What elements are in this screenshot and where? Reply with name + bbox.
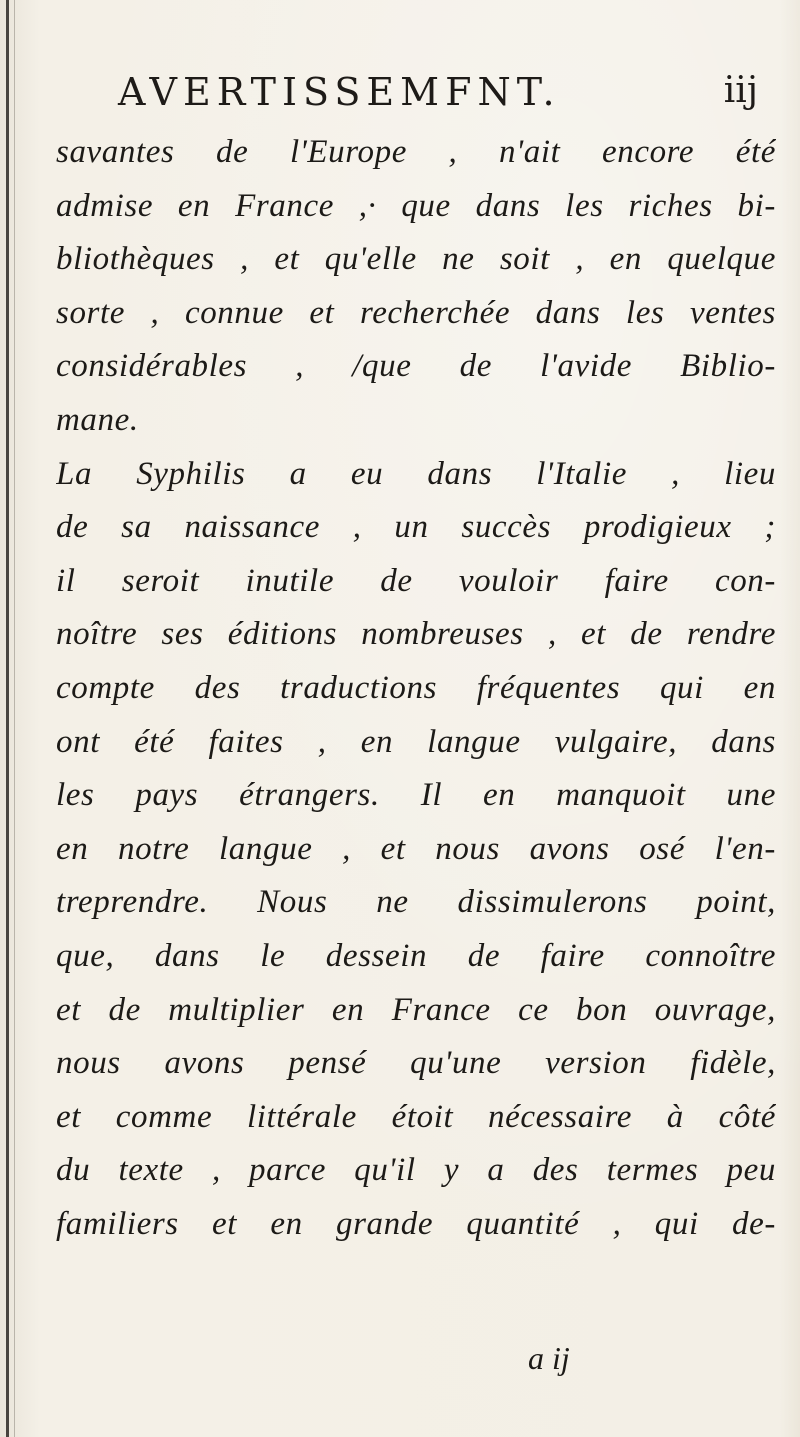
page-gutter-shadow (14, 0, 15, 1437)
body-text (56, 126, 776, 1251)
page-gutter-edge (6, 0, 9, 1437)
text-line: bliothèques , et qu'elle ne soit , en quelque (56, 241, 776, 278)
text-line: du texte , parce qu'il y a des termes peu (56, 1152, 776, 1189)
text-line: considérables , /que de l'avide Biblio- (56, 348, 776, 385)
text-line: treprendre. Nous ne dissimulerons point, (56, 884, 776, 921)
text-line: il seroit inutile de vouloir faire con- (56, 562, 776, 599)
text-line: familiers et en grande quantité , qui de- (56, 1205, 776, 1242)
page-number: iij (723, 70, 758, 111)
text-line: que, dans le dessein de faire connoître (56, 937, 776, 974)
text-line: de sa naissance , un succès prodigieux ; (56, 509, 776, 546)
text-line: sorte , connue et recherchée dans les ventes (56, 294, 776, 331)
running-head (118, 70, 758, 120)
text-line: admise en France ,· que dans les riches bi- (56, 187, 776, 224)
text-line: compte des traductions fréquentes qui en (56, 669, 776, 706)
running-title: AVERTISSEMFNT. (118, 70, 561, 114)
text-line: et comme littérale étoit nécessaire à côté (56, 1098, 776, 1135)
text-line: et de multiplier en France ce bon ouvrage, (56, 991, 776, 1028)
signature-mark: a ij (528, 1340, 570, 1376)
text-line: nous avons pensé qu'une version fidèle, (56, 1045, 776, 1082)
text-line: en notre langue , et nous avons osé l'en- (56, 830, 776, 867)
text-line: noître ses éditions nombreuses , et de rendre (56, 616, 776, 653)
text-line: ont été faites , en langue vulgaire, dans (56, 723, 776, 760)
text-line: savantes de l'Europe , n'ait encore été (56, 134, 776, 170)
text-line: les pays étrangers. Il en manquoit une (56, 777, 776, 814)
text-line: La Syphilis a eu dans l'Italie , lieu (56, 455, 776, 492)
text-line: mane. (56, 401, 139, 438)
